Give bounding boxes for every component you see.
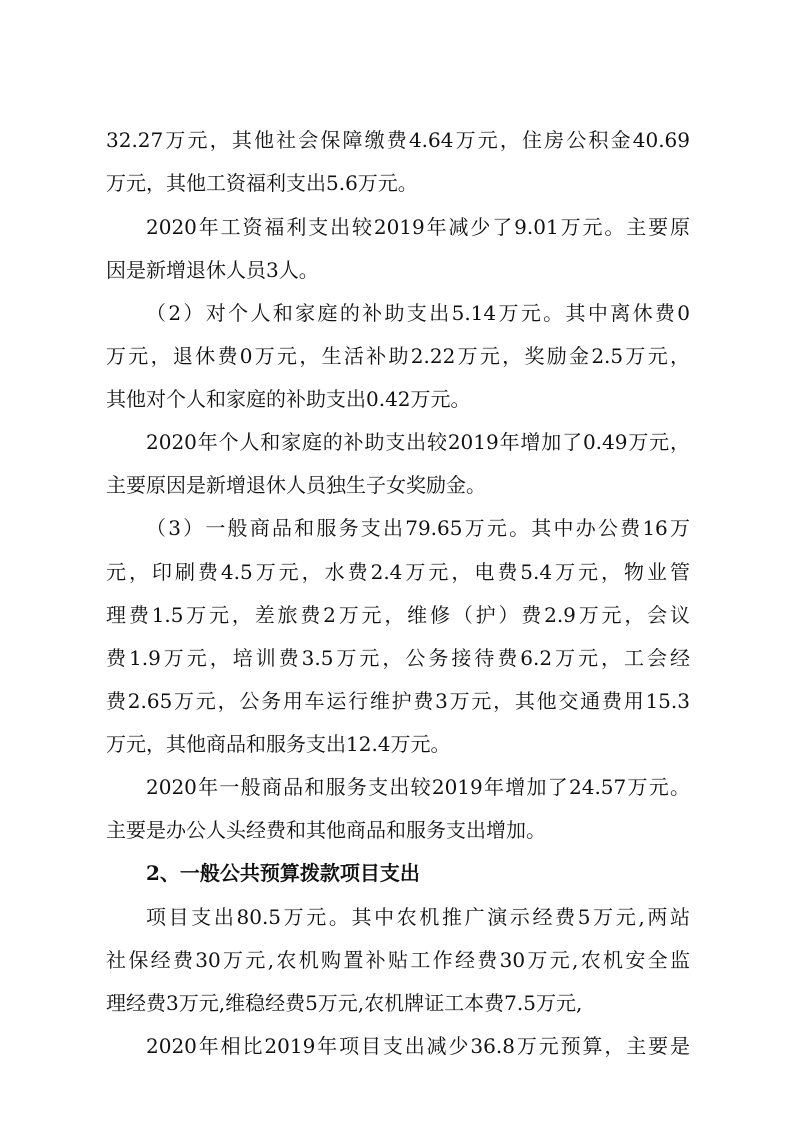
text-line: 社保经费30万元,农机购置补贴工作经费30万元,农机安全监 — [106, 948, 690, 972]
text-line: 2020年相比2019年项目支出减少36.8万元预算，主要是 — [146, 1034, 690, 1058]
text-line: 万元，其他工资福利支出5.6万元。 — [106, 171, 418, 195]
text-line: 元，印刷费4.5万元，水费2.4万元，电费5.4万元，物业管 — [106, 560, 690, 584]
section-heading: 2、一般公共预算拨款项目支出 — [146, 861, 420, 885]
text-line: 主要是办公人头经费和其他商品和服务支出增加。 — [106, 818, 546, 842]
text-line: （3）一般商品和服务支出79.65万元。其中办公费16万 — [146, 516, 690, 540]
text-line: 2020年个人和家庭的补助支出较2019年增加了0.49万元， — [146, 430, 690, 454]
text-line: 项目支出80.5万元。其中农机推广演示经费5万元,两站 — [146, 905, 690, 929]
text-line: 万元，退休费0万元，生活补助2.22万元，奖励金2.5万元， — [106, 344, 690, 368]
document-page — [106, 0, 690, 1122]
text-line: 因是新增退休人员3人。 — [106, 258, 319, 282]
text-line: 费1.9万元，培训费3.5万元，公务接待费6.2万元，工会经 — [106, 646, 690, 670]
text-line: 费2.65万元，公务用车运行维护费3万元，其他交通费用15.3 — [106, 689, 690, 713]
text-line: 理费1.5万元，差旅费2万元，维修（护）费2.9万元，会议 — [106, 603, 690, 627]
text-line: 理经费3万元,维稳经费5万元,农机牌证工本费7.5万元, — [106, 991, 583, 1015]
text-line: 2020年工资福利支出较2019年减少了9.01万元。主要原 — [146, 215, 690, 239]
text-line: （2）对个人和家庭的补助支出5.14万元。其中离休费0 — [146, 301, 690, 325]
text-line: 其他对个人和家庭的补助支出0.42万元。 — [106, 387, 471, 411]
text-line: 32.27万元，其他社会保障缴费4.64万元，住房公积金40.69 — [106, 128, 690, 152]
text-line: 万元，其他商品和服务支出12.4万元。 — [106, 732, 451, 756]
text-line: 2020年一般商品和服务支出较2019年增加了24.57万元。 — [146, 775, 690, 799]
text-line: 主要原因是新增退休人员独生子女奖励金。 — [106, 473, 486, 497]
